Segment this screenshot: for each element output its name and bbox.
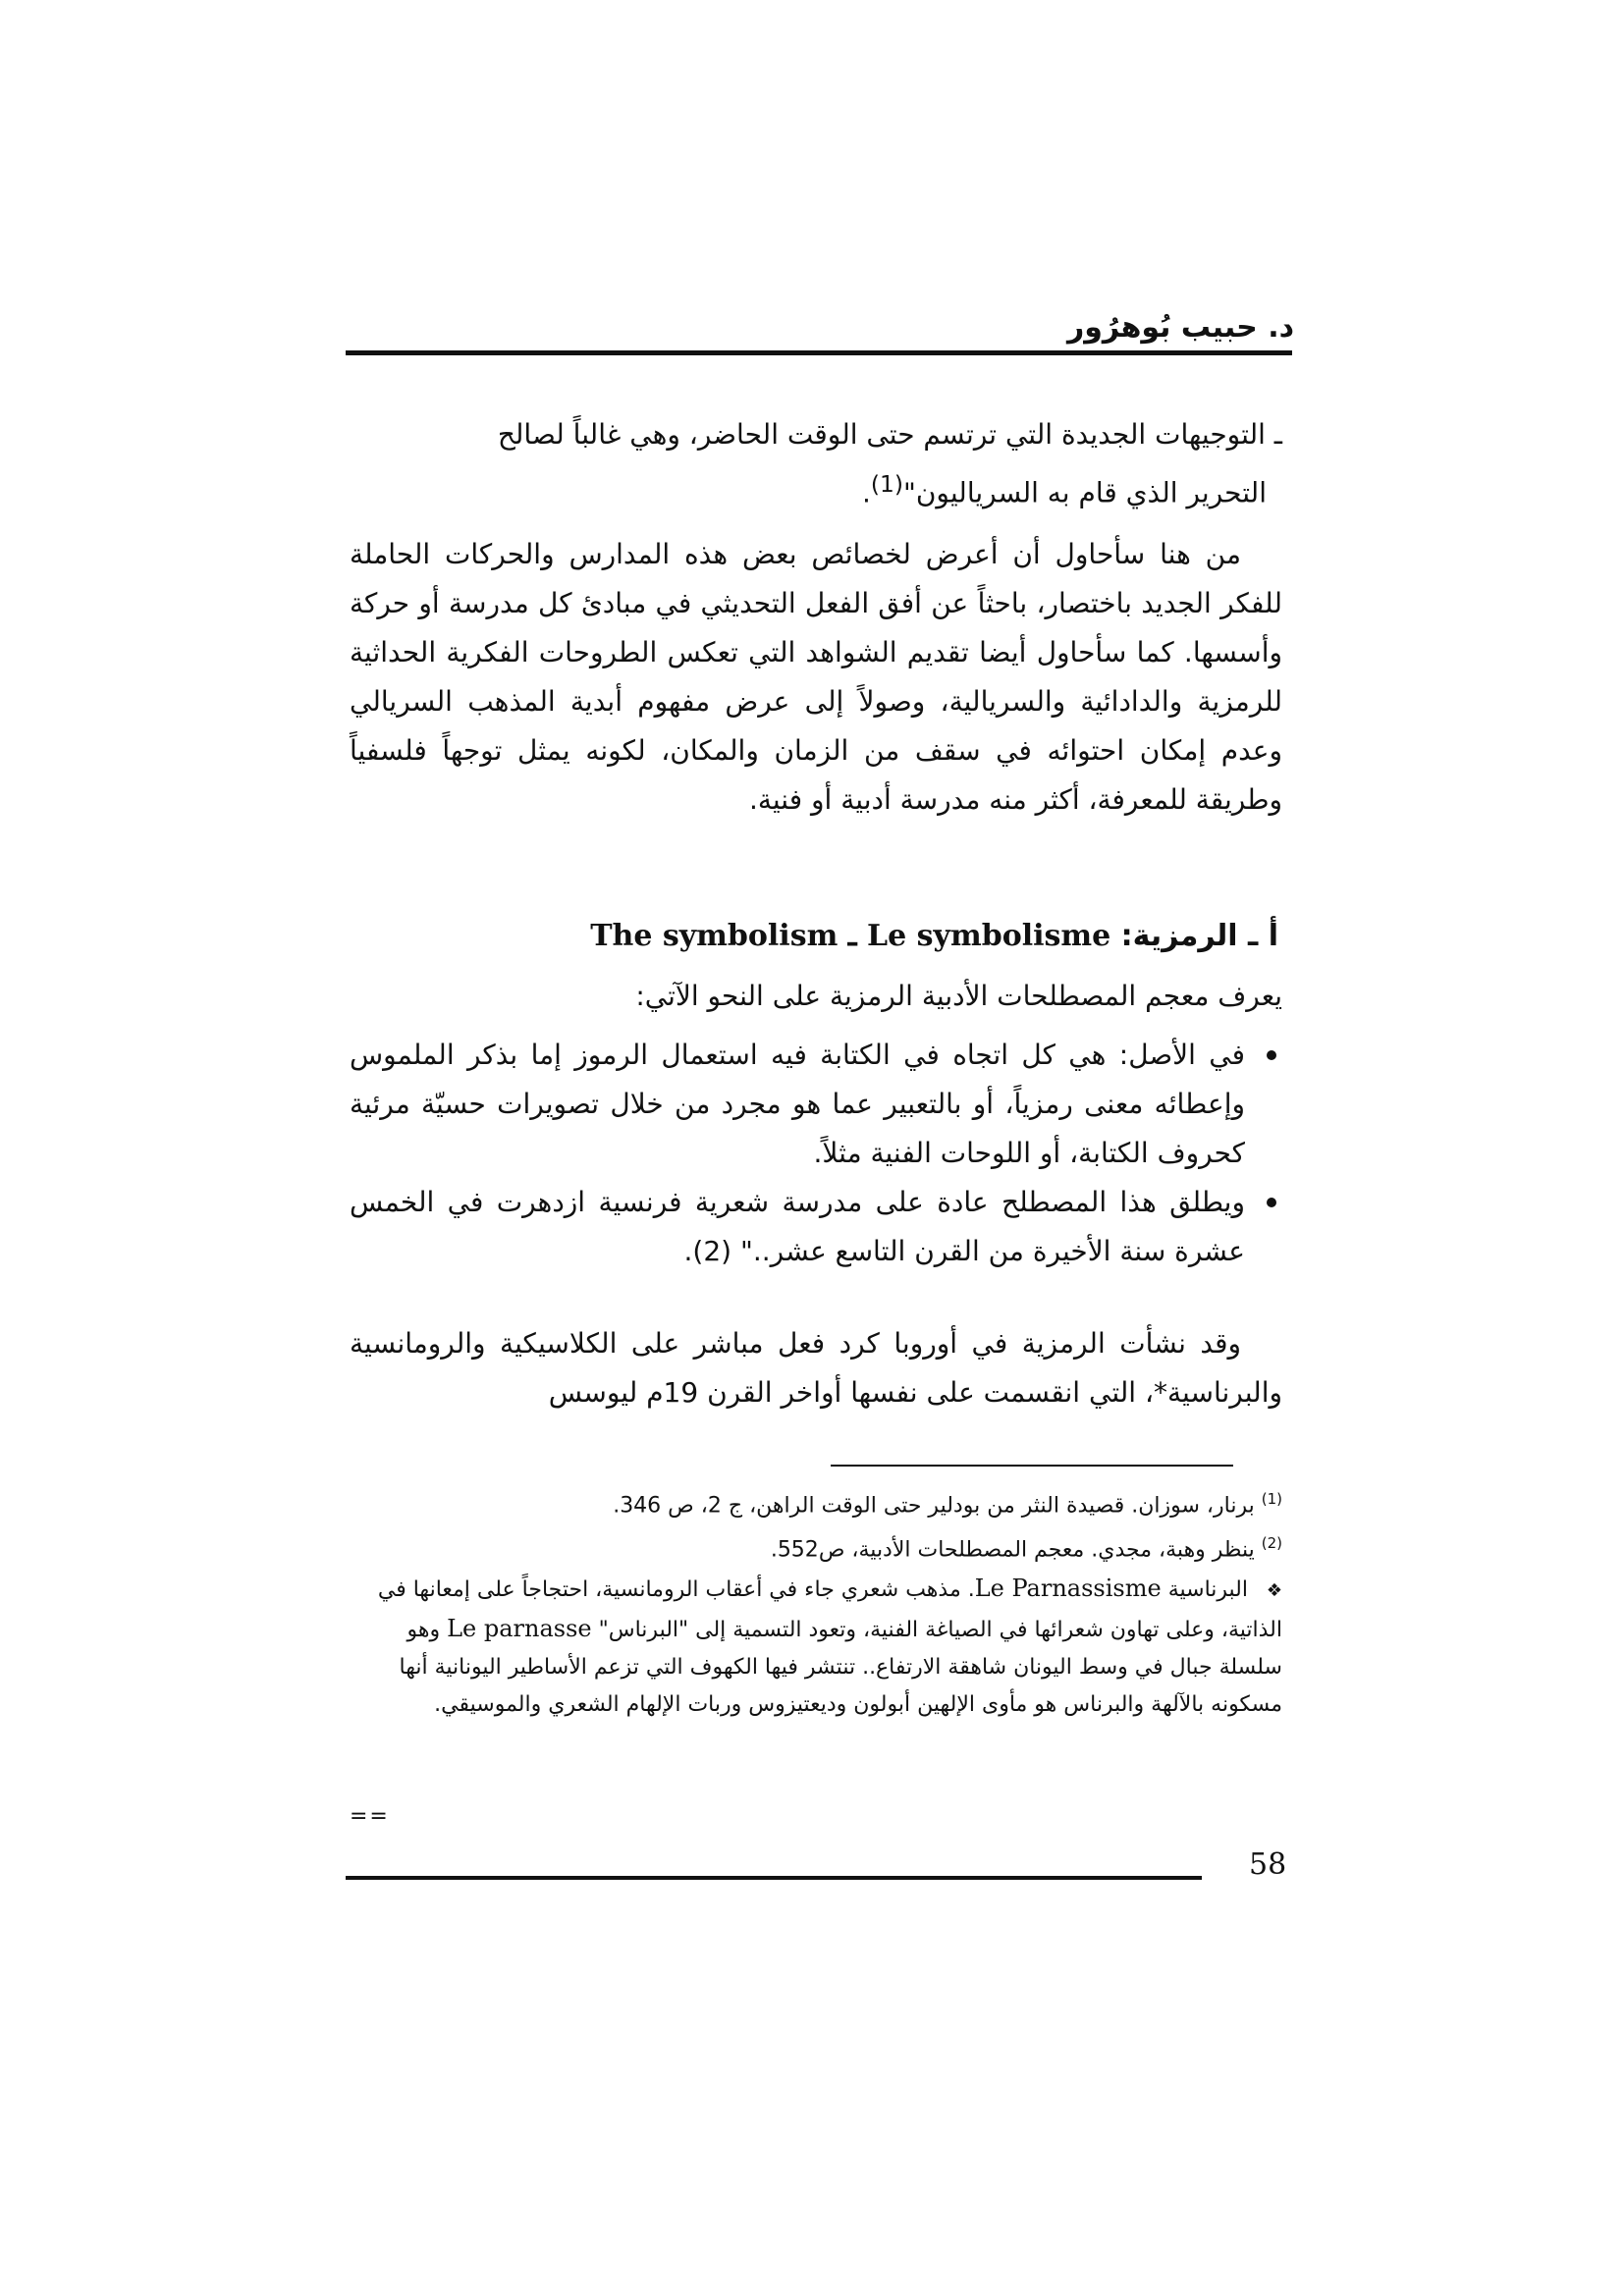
footnote-ref-1[interactable]: (1) <box>870 470 903 498</box>
intro-quote-line-2: التحرير الذي قام به السرياليون"$^{(1)}$. <box>861 470 1267 509</box>
continuation-mark: == <box>350 1804 390 1829</box>
closing-paragraph: وقد نشأت الرمزية في أوروبا كرد فعل مباشر على الكلاسيكية والرومانسية والبرناسية*، التي انقسمت على نفسها أواخر القرن 19م ليوسس <box>350 1327 1282 1409</box>
bullet-icon <box>1267 1050 1276 1060</box>
bullet-icon <box>1267 1198 1276 1207</box>
footer-rule <box>346 1876 1202 1880</box>
footnote-star: ❖ البرناسية Le Parnassisme. مذهب شعري جاء في أعقاب الرومانسية، احتجاجاً على إمعانها في الذاتية، وعلى تهاون شعرائها في الصياغة الفنية، وتعود التسمية إلى "البرناس" Le parnasse وهو سلسلة جبال في وسط اليونان شاهقة الارتفاع.. تنتشر فيها الكهوف التي تزعم الأساطير اليونانية أنها مسكونه بالآلهة والبرناس هو مأوى الإلهين أبولون وديعتيزوس وربات الإلهام الشعري والموسيقي. <box>377 1574 1282 1717</box>
footnote-star-icon: ❖ <box>1266 1579 1282 1601</box>
page-number: 58 <box>1249 1847 1287 1882</box>
section-heading-arabic: أ ـ الرمزية: <box>1120 919 1278 953</box>
intro-quote-line-1: ـ التوجيهات الجديدة التي ترتسم حتى الوقت الحاضر، وهي غالباً لصالح <box>497 418 1282 451</box>
footnote-1: $^{(1)}$ برنار، سوزان. قصيدة النثر من بودلير حتى الوقت الراهن، ج 2، ص 346. <box>613 1490 1282 1519</box>
footnotes <box>350 1480 1282 1724</box>
section-heading-latin: The symbolism ـ Le symbolisme <box>590 919 1111 953</box>
main-paragraph: من هنا سأحاول أن أعرض لخصائص بعض هذه المدارس والحركات الحاملة للفكر الجديد باختصار، باحثاً عن أفق الفعل التحديثي في مبادئ كل مدرسة أو حركة وأسسها. كما سأحاول أيضا تقديم الشواهد التي تعكس الطروحات الفكرية الحداثية للرمزية والدادائية والسريالية، وصولاً إلى عرض مفهوم أبدية المذهب السريالي وعدم إمكان احتوائه في سقف من الزمان والمكان، لكونه يمثل توجهاً فلسفياً وطريقة للمعرفة، أكثر منه مدرسة أدبية أو فنية. <box>350 538 1282 816</box>
definition-intro: يعرف معجم المصطلحات الأدبية الرمزية على النحو الآتي: <box>635 980 1282 1012</box>
header-rule <box>346 350 1292 355</box>
footnote-2: $^{(2)}$ ينظر وهبة، مجدي. معجم المصطلحات الأدبية، ص552. <box>770 1534 1282 1563</box>
section-heading <box>590 919 1278 953</box>
footnote-separator <box>831 1465 1233 1467</box>
definition-list <box>350 1031 1282 1276</box>
list-item: ويطلق هذا المصطلح عادة على مدرسة شعرية فرنسية ازدهرت في الخمس عشرة سنة الأخيرة من القرن التاسع عشر.." (2). <box>350 1178 1282 1276</box>
list-item: في الأصل: هي كل اتجاه في الكتابة فيه استعمال الرموز إما بذكر الملموس وإعطائه معنى رمزياً، أو بالتعبير عما هو مجرد من خلال تصويرات حسيّة مرئية كحروف الكتابة، أو اللوحات الفنية مثلاً. <box>350 1031 1282 1178</box>
intro-quote <box>350 410 1282 517</box>
running-header-author: د. حبيب بُوهرُور <box>1066 310 1294 345</box>
